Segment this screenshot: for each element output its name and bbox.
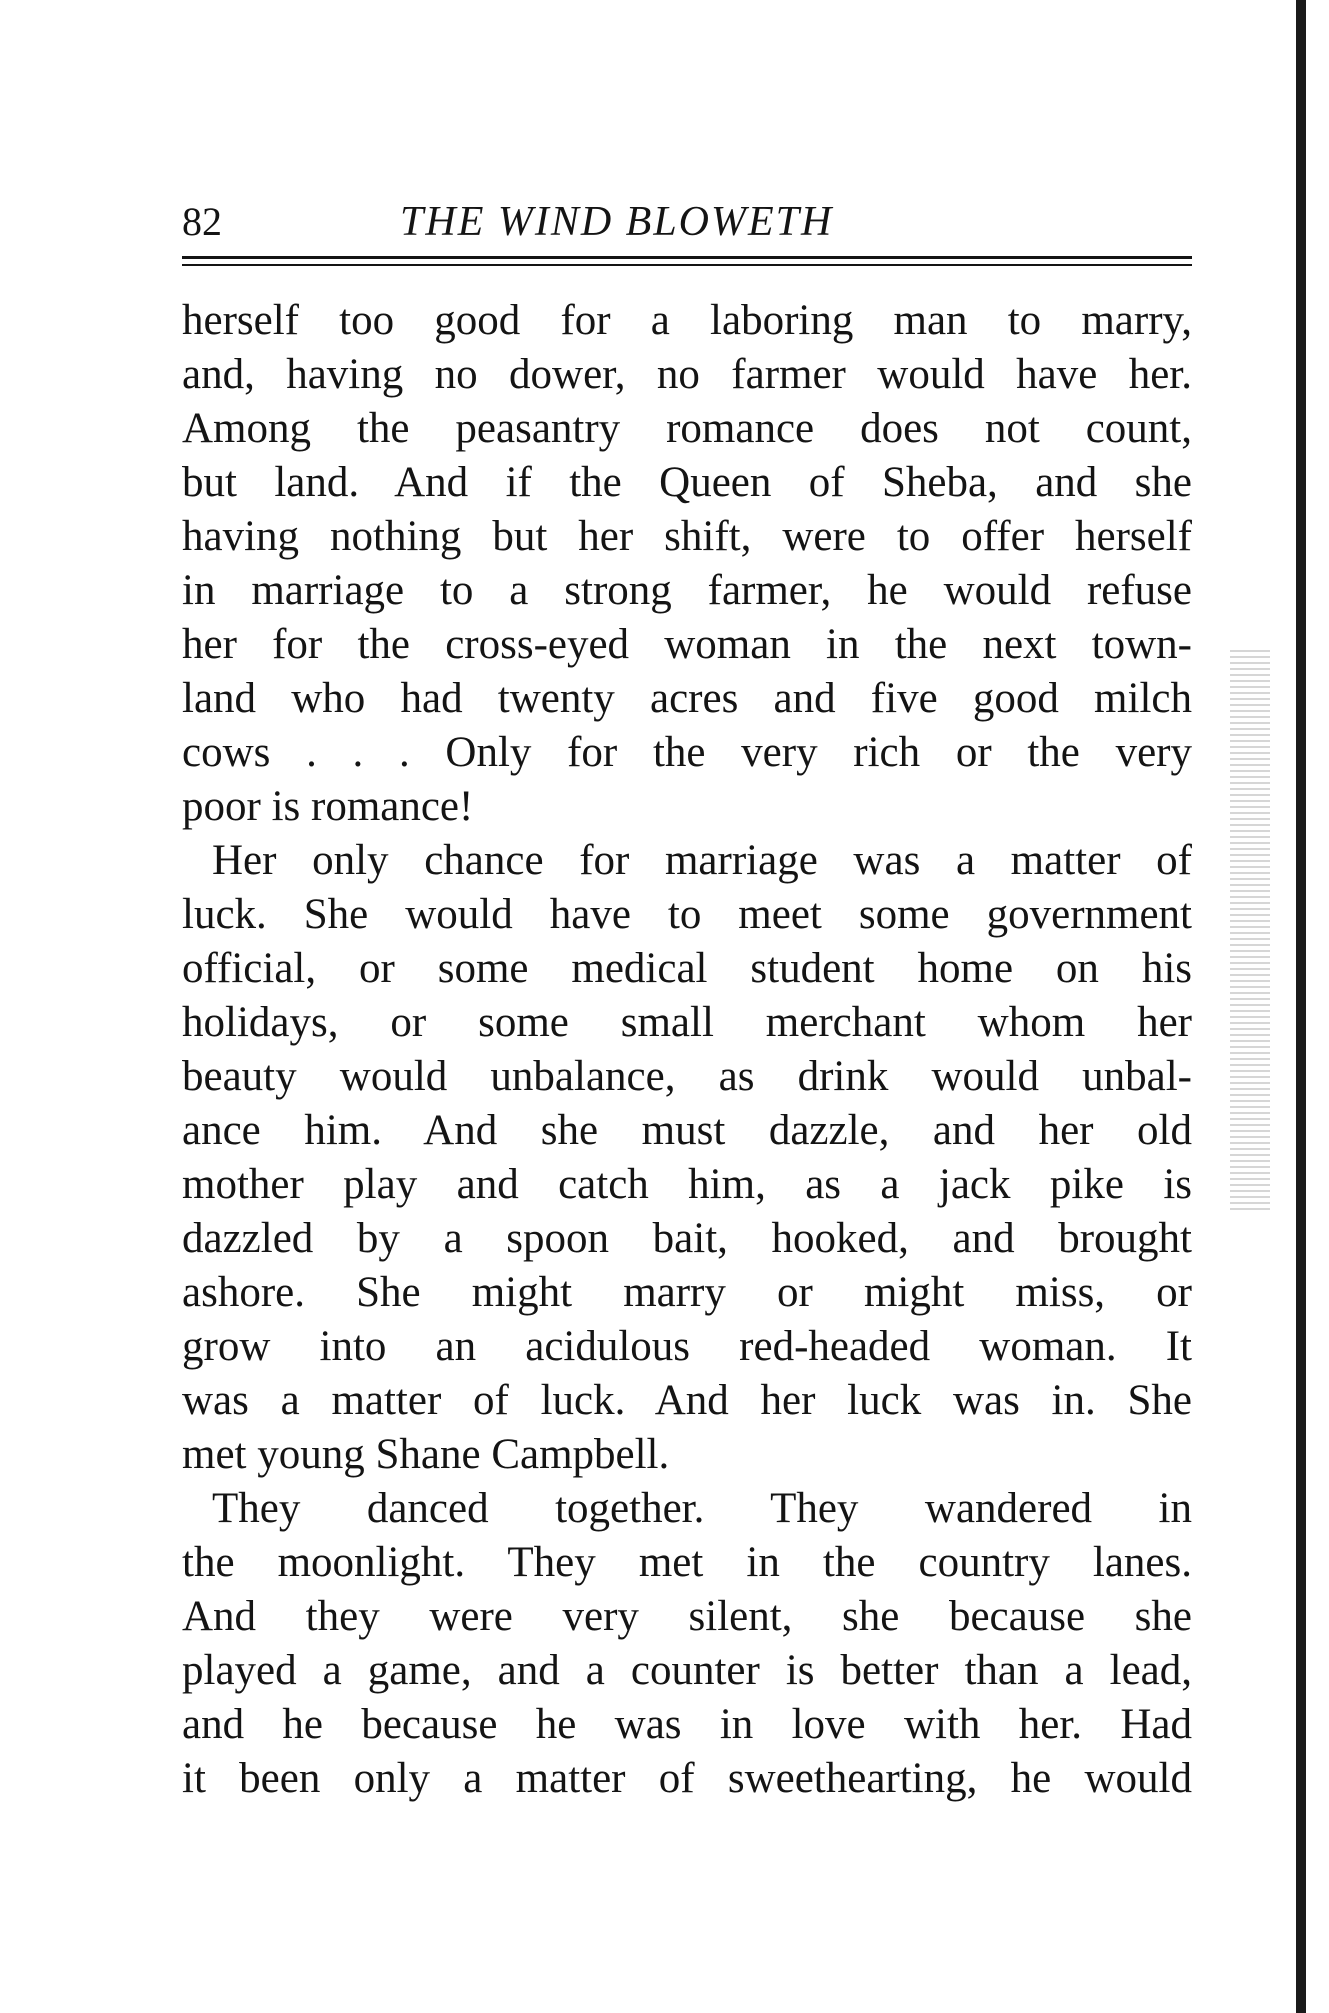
page-number: 82 — [182, 199, 222, 244]
text-line: met young Shane Campbell. — [182, 1431, 670, 1478]
text-line: luck. She would have to meet some government — [182, 891, 1192, 938]
text-line: herself too good for a laboring man to marry, — [182, 297, 1192, 344]
text-line: was a matter of luck. And her luck was in. She — [182, 1377, 1192, 1424]
text-line: official, or some medical student home on his — [182, 945, 1192, 992]
text-line: cows . . . Only for the very rich or the very — [182, 729, 1192, 776]
running-head: THE WIND BLOWETH — [400, 199, 834, 245]
text-line: grow into an acidulous red-headed woman. It — [182, 1323, 1192, 1370]
text-line: played a game, and a counter is better than a lead, — [182, 1647, 1192, 1694]
text-line: And they were very silent, she because she — [182, 1593, 1192, 1640]
text-line: in marriage to a strong farmer, he would refuse — [182, 567, 1192, 614]
body-text — [182, 294, 1192, 1806]
header-rule — [182, 256, 1192, 259]
text-line: and, having no dower, no farmer would have her. — [182, 351, 1192, 398]
text-line: holidays, or some small merchant whom her — [182, 999, 1192, 1046]
text-line: and he because he was in love with her. Had — [182, 1701, 1192, 1748]
text-line: mother play and catch him, as a jack pike is — [182, 1161, 1192, 1208]
text-line: but land. And if the Queen of Sheba, and she — [182, 459, 1192, 506]
paragraph-start-line: Her only chance for marriage was a matter of — [212, 837, 1192, 884]
text-line: it been only a matter of sweethearting, he would — [182, 1755, 1192, 1802]
text-line: land who had twenty acres and five good milch — [182, 675, 1192, 722]
text-line: dazzled by a spoon bait, hooked, and brought — [182, 1215, 1192, 1262]
text-line: ance him. And she must dazzle, and her old — [182, 1107, 1192, 1154]
text-line: Among the peasantry romance does not count, — [182, 405, 1192, 452]
text-line: having nothing but her shift, were to offer herself — [182, 513, 1192, 560]
text-line: beauty would unbalance, as drink would unbal- — [182, 1053, 1192, 1100]
text-line: the moonlight. They met in the country lanes. — [182, 1539, 1192, 1586]
text-line: her for the cross-eyed woman in the next town- — [182, 621, 1192, 668]
page-binding-edge — [1296, 0, 1306, 2013]
text-line: poor is romance! — [182, 783, 474, 830]
text-line: ashore. She might marry or might miss, or — [182, 1269, 1192, 1316]
header-rule-secondary — [182, 264, 1192, 266]
page-edge-stain — [1230, 650, 1270, 1210]
paragraph-start-line: They danced together. They wandered in — [212, 1485, 1192, 1532]
